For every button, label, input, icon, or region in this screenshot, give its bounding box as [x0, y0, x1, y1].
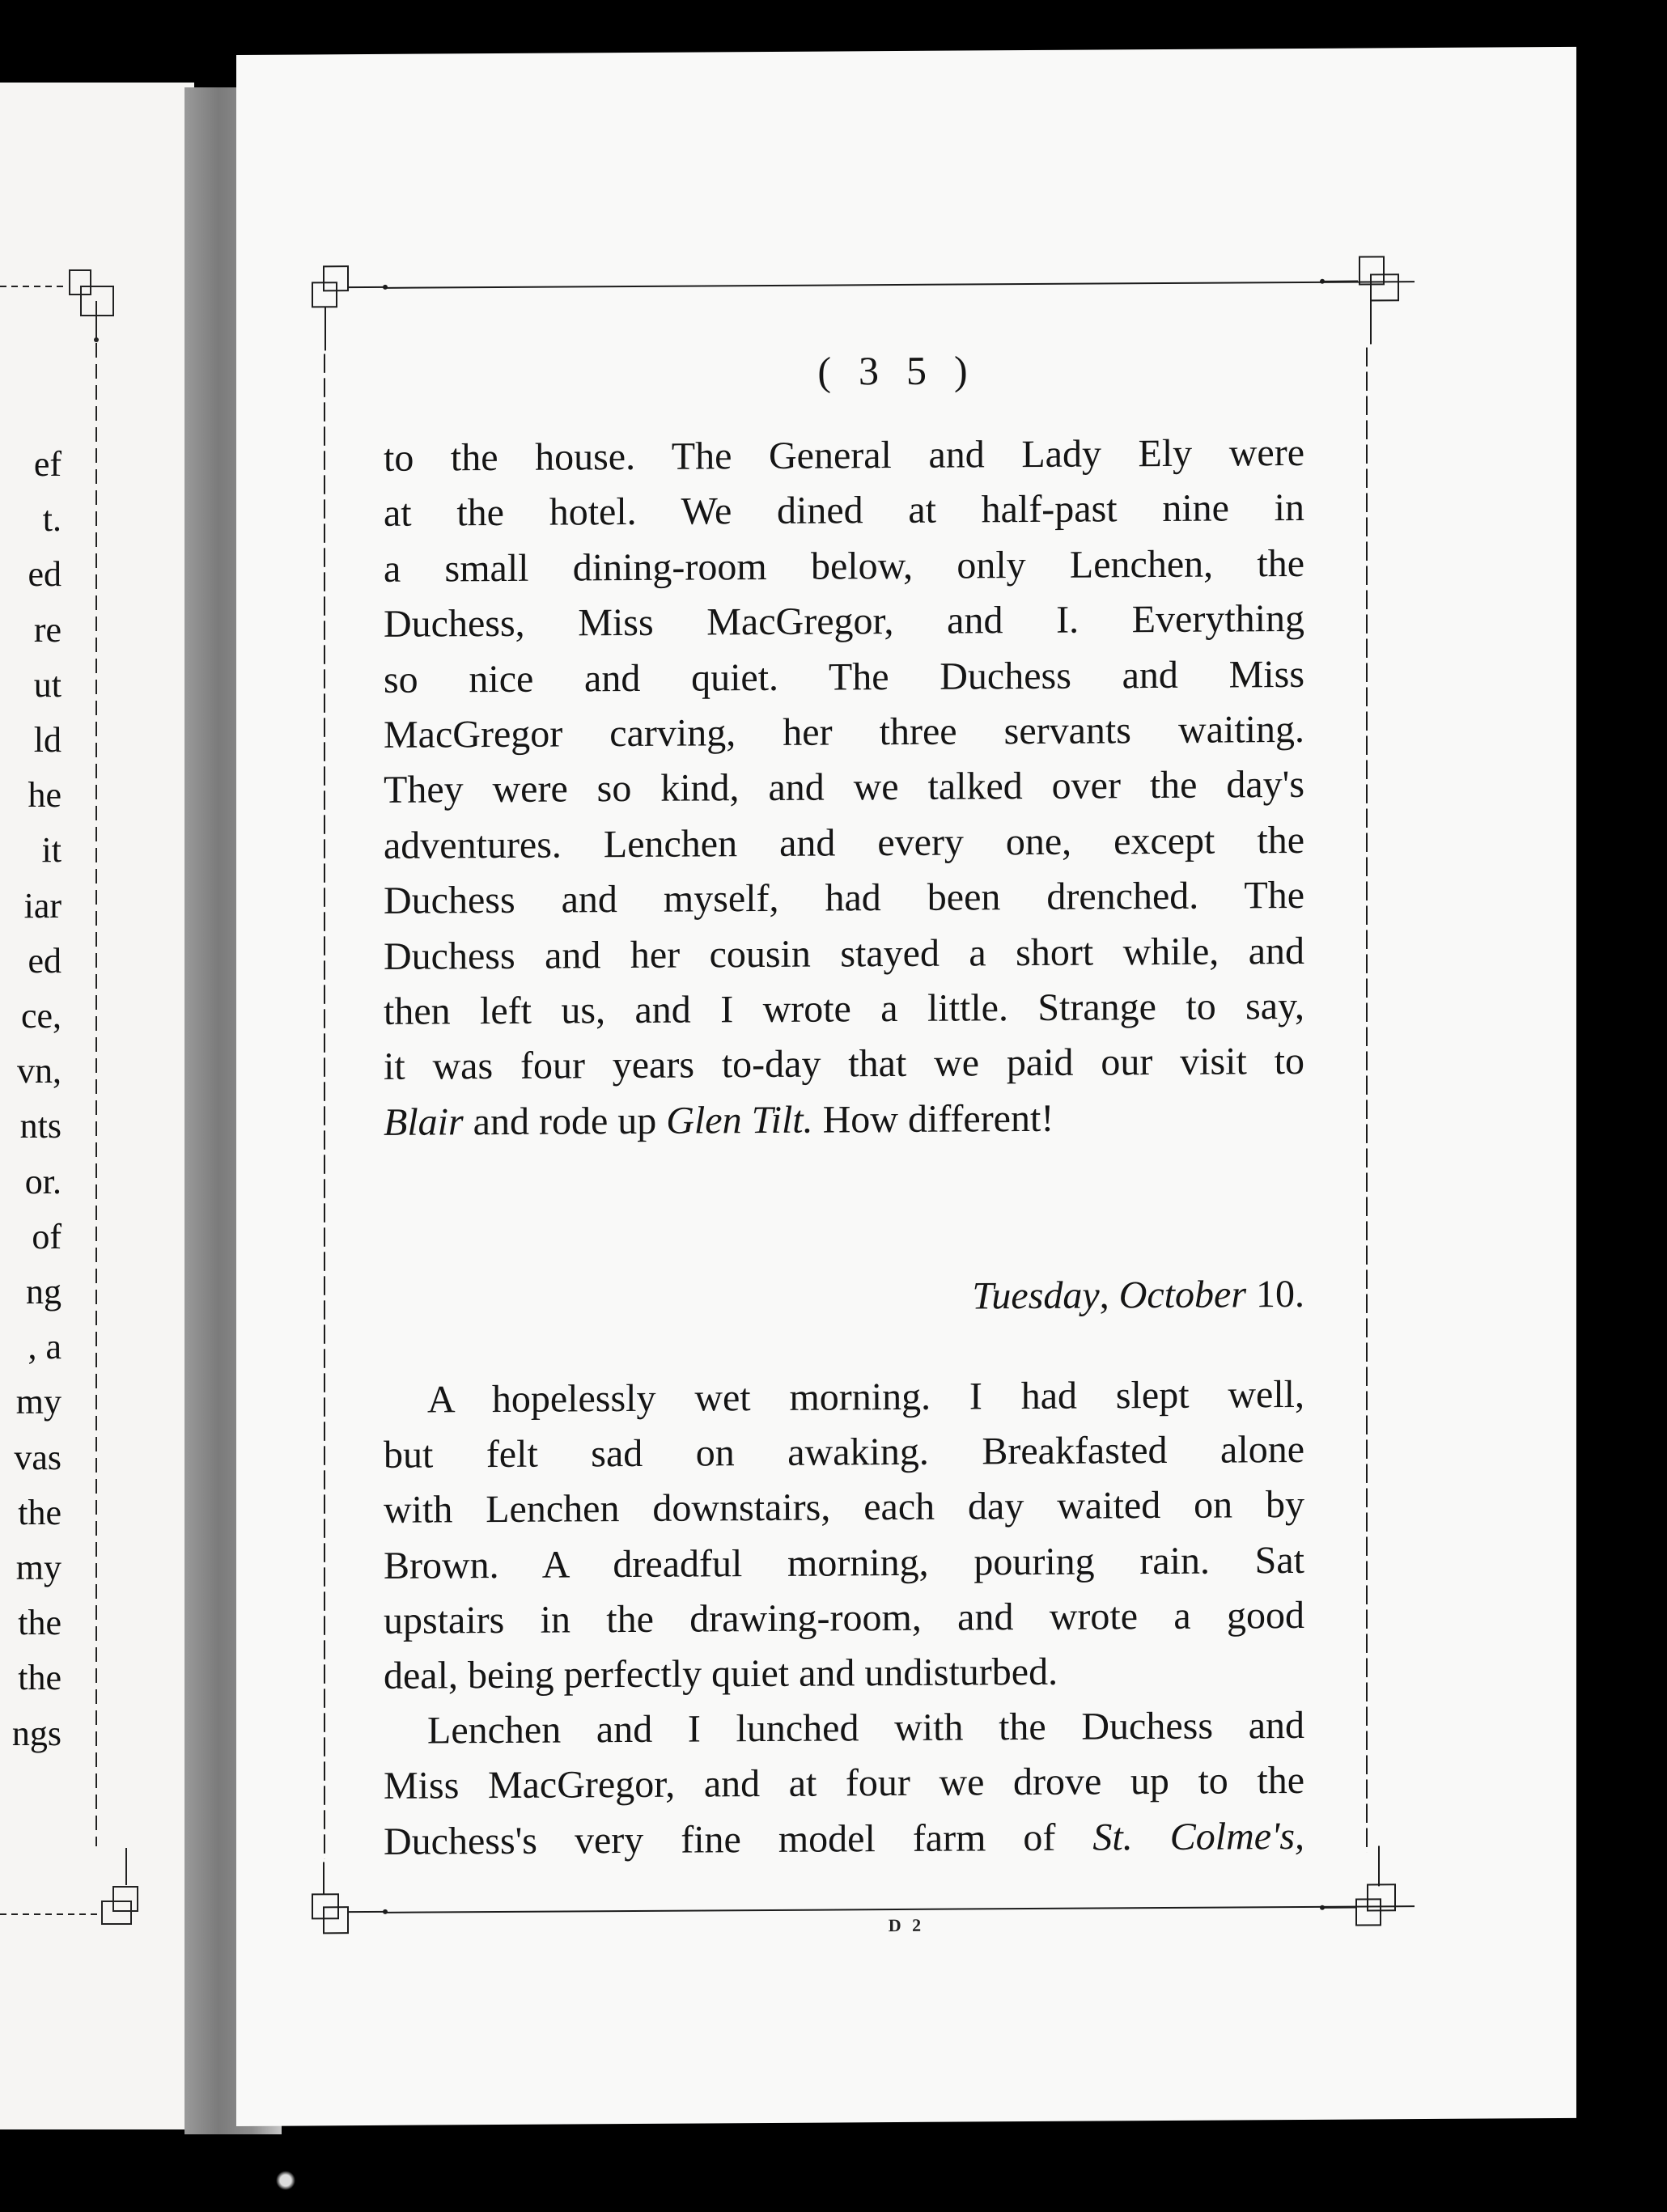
text-line: Miss MacGregor, and at four we drove up to the: [384, 1759, 1304, 1808]
facing-page-line: the: [18, 1492, 62, 1532]
text-line: A hopelessly wet morning. I had slept well,: [427, 1372, 1304, 1422]
facing-page-line: of: [32, 1216, 62, 1256]
text-fragment: and rode up: [463, 1099, 667, 1144]
text-line: Duchess, Miss MacGregor, and I. Everything: [384, 597, 1304, 646]
facing-page-line: vn,: [17, 1051, 62, 1091]
facing-page-line: ut: [33, 664, 62, 705]
frame-left-rule: [324, 354, 325, 1858]
facing-page-line: or.: [24, 1161, 62, 1201]
text-fragment: Duchess's very fine model farm of: [384, 1816, 1093, 1863]
top-right-corner-ornament: [1317, 250, 1423, 348]
facing-page-line: nts: [19, 1106, 62, 1146]
text-line: Duchess and myself, had been drenched. The: [384, 874, 1304, 923]
text-line: with Lenchen downstairs, each day waited on by: [384, 1483, 1304, 1532]
paragraph-continuation: [384, 426, 1304, 1150]
facing-page-line: my: [15, 1548, 62, 1588]
facing-page-line: re: [33, 609, 62, 650]
facing-page-line: , a: [28, 1327, 62, 1367]
text-line: MacGregor carving, her three servants waiting.: [384, 707, 1304, 756]
facing-page-line: ng: [26, 1272, 62, 1312]
text-line: but felt sad on awaking. Breakfasted alone: [384, 1428, 1304, 1477]
text-line: at the hotel. We dined at half-past nine in: [384, 486, 1304, 536]
text-line: Brown. A dreadful morning, pouring rain. Sat: [384, 1538, 1304, 1587]
place-name: Glen Tilt.: [666, 1098, 813, 1142]
printer-signature-mark: D 2: [888, 1914, 925, 1936]
facing-page-text: [0, 437, 62, 1761]
facing-page-line: iar: [23, 885, 62, 926]
text-line: They were so kind, and we talked over the day's: [384, 763, 1304, 812]
facing-page-line: ce,: [20, 996, 62, 1036]
place-name: Blair: [384, 1100, 464, 1144]
facing-page-line: he: [28, 775, 62, 816]
text-line: [384, 1809, 1304, 1870]
text-line: so nice and quiet. The Duchess and Miss: [384, 652, 1304, 701]
facing-page-frame-line: [95, 301, 97, 1846]
page-number: (35): [817, 347, 995, 394]
entry-body: [384, 1367, 1304, 1870]
frame-top-rule: [387, 281, 1415, 289]
place-name: St. Colme's,: [1092, 1814, 1304, 1859]
dateline-day: Tuesday: [972, 1273, 1100, 1318]
facing-page-line: it: [41, 830, 62, 871]
facing-page-line: my: [15, 1382, 62, 1422]
page-number-value: 35: [859, 347, 954, 394]
text-line: Lenchen and I lunched with the Duchess and: [427, 1704, 1304, 1752]
facing-page-line: the: [18, 1658, 62, 1698]
entry-dateline: [384, 1272, 1304, 1322]
dateline-month: October: [1118, 1273, 1246, 1317]
scan-smudge: [275, 2168, 296, 2193]
dateline-comma: ,: [1099, 1273, 1119, 1317]
facing-page-line: ngs: [11, 1713, 62, 1753]
facing-page-top-corner-ornament: [0, 259, 121, 348]
facing-page-line: the: [18, 1603, 62, 1643]
facing-page-line: t.: [42, 499, 62, 540]
frame-right-rule: [1366, 347, 1368, 1852]
text-line-last: [384, 1090, 1304, 1150]
text-line: upstairs in the drawing-room, and wrote a good: [384, 1593, 1304, 1642]
text-line: it was four years to-day that we paid our visit to: [384, 1040, 1304, 1089]
text-line: adventures. Lenchen and every one, except the: [384, 818, 1304, 867]
book-page: [236, 47, 1576, 2126]
facing-page-line: ed: [28, 940, 62, 981]
dateline-date: 10.: [1246, 1272, 1304, 1316]
facing-page-line: vas: [14, 1437, 62, 1477]
facing-page-line: ld: [33, 720, 62, 761]
text-line: Duchess and her cousin stayed a short while, and: [384, 929, 1304, 978]
facing-page-line: ef: [33, 444, 62, 484]
text-line: to the house. The General and Lady Ely were: [384, 430, 1304, 480]
text-fragment: How different!: [812, 1096, 1054, 1142]
facing-page-bottom-corner-ornament: [0, 1848, 146, 1945]
top-left-corner-ornament: [301, 260, 390, 358]
facing-page-line: ed: [28, 554, 62, 595]
text-line: then left us, and I wrote a little. Strange to say,: [384, 984, 1304, 1033]
text-line: a small dining-room below, only Lenchen, the: [384, 541, 1304, 591]
text-line-last: deal, being perfectly quiet and undisturbed.: [384, 1650, 1058, 1697]
